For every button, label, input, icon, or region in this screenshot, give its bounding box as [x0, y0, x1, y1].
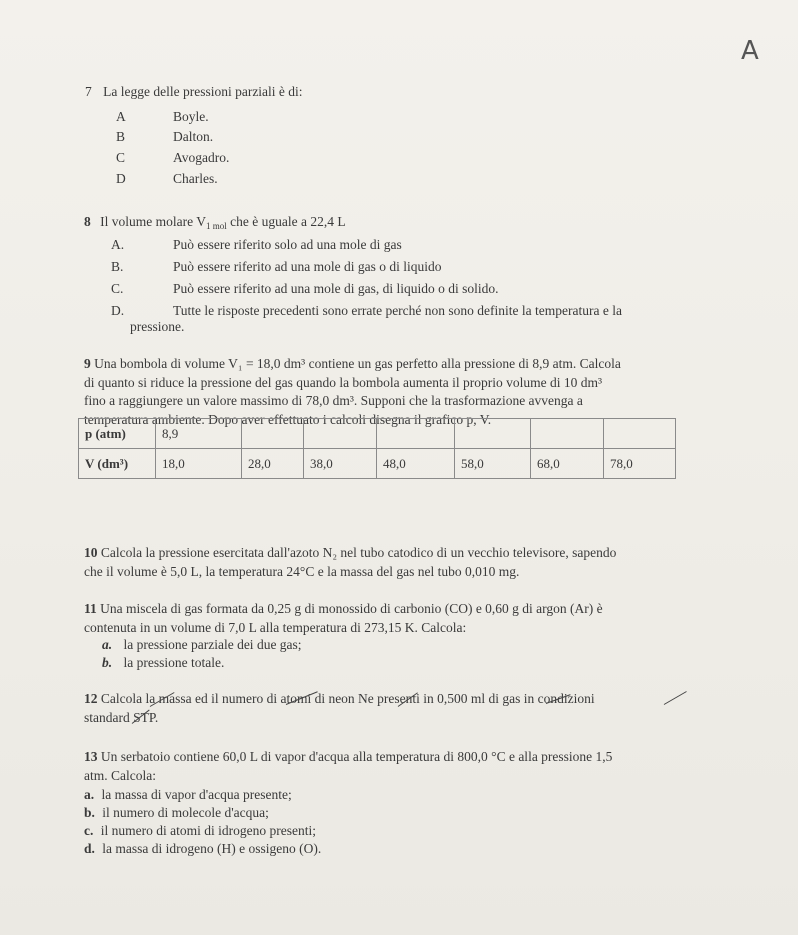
table-cell	[304, 419, 377, 449]
question-8	[84, 213, 346, 235]
question-9-line: Una bombola di volume V₁ = 18,0 dm³ contiene un gas perfetto alla pressione di 8,9 atm. Calcola	[94, 356, 621, 371]
question-13-item-c	[84, 822, 316, 840]
option-letter: D	[116, 171, 126, 186]
question-9-line: fino a raggiungere un valore massimo di 78,0 dm³. Supponi che la trasformazione avvenga a	[84, 393, 583, 408]
question-8-option-d-continuation: pressione.	[130, 319, 185, 334]
item-letter: d.	[84, 841, 95, 856]
table-cell	[531, 419, 604, 449]
question-11-number: 11	[84, 601, 97, 616]
table-cell: 38,0	[304, 449, 377, 479]
item-text: la massa di idrogeno (H) e ossigeno (O).	[102, 841, 322, 856]
question-13-item-d	[84, 840, 321, 858]
table-header-volume: V (dm³)	[79, 449, 156, 479]
table-cell	[377, 419, 455, 449]
option-letter: C	[116, 150, 126, 165]
option-text: Può essere riferito ad una mole di gas o di liquido	[173, 259, 442, 274]
question-11-line: contenuta in un volume di 7,0 L alla temperatura di 273,15 K. Calcola:	[84, 619, 467, 635]
question-8-option-c	[111, 280, 499, 298]
pressure-volume-table	[78, 418, 676, 479]
option-text: Dalton.	[173, 129, 214, 144]
question-7-text: La legge delle pressioni parziali è di:	[103, 84, 303, 99]
question-12-line: standard STP.	[84, 709, 159, 725]
option-text: Boyle.	[173, 109, 209, 124]
question-13-line: atm. Calcola:	[84, 767, 156, 783]
option-text: Può essere riferito ad una mole di gas, di liquido o di solido.	[173, 281, 499, 296]
question-9-line: di quanto si riduce la pressione del gas quando la bombola aumenta il proprio volume di 10 dm³	[84, 374, 603, 390]
item-text: il numero di molecole d'acqua;	[102, 805, 269, 820]
question-7-option-a	[116, 108, 209, 126]
item-letter: a.	[102, 637, 113, 652]
question-8-number: 8	[84, 214, 91, 229]
question-13-item-b	[84, 804, 269, 822]
question-8-text: Il volume molare $V_{1 mol}$ che è uguale a 22,4 L	[100, 214, 346, 231]
table-cell: 58,0	[455, 449, 531, 479]
question-7-option-c	[116, 149, 230, 167]
table-cell: 48,0	[377, 449, 455, 479]
option-letter: C.	[111, 281, 124, 296]
question-8-option-a	[111, 236, 402, 254]
question-10-line: Calcola la pressione esercitata dall'azoto N₂ nel tubo catodico di un vecchio televisore, sapendo	[100, 545, 617, 560]
table-cell	[604, 419, 676, 449]
table-cell: 28,0	[242, 449, 304, 479]
table-cell: 68,0	[531, 449, 604, 479]
question-13-number: 13	[84, 749, 98, 764]
option-letter: D.	[111, 303, 125, 318]
question-10	[84, 544, 616, 581]
question-12	[84, 690, 595, 727]
question-9-line: temperatura ambiente. Dopo aver effettuato i calcoli disegna il grafico p, V.	[84, 411, 492, 427]
question-13-line: Un serbatoio contiene 60,0 L di vapor d'acqua alla temperatura di 800,0 °C e alla pressione 1,5	[100, 749, 613, 764]
option-letter: B	[116, 129, 126, 144]
item-text: la pressione parziale dei due gas;	[123, 637, 302, 652]
question-12-line: Calcola la massa ed il numero di atomi di neon Ne presenti in 0,500 ml di gas in condizioni	[100, 691, 595, 706]
item-letter: b.	[84, 805, 95, 820]
table-cell: 78,0	[604, 449, 676, 479]
question-11-item-b	[102, 654, 224, 672]
question-11-line: Una miscela di gas formata da 0,25 g di monossido di carbonio (CO) e 0,60 g di argon (Ar) è	[100, 601, 603, 616]
table-header-pressure: p (atm)	[79, 419, 156, 449]
option-text: Avogadro.	[173, 150, 230, 165]
table-row-pressure	[79, 419, 676, 449]
item-letter: b.	[102, 655, 113, 670]
option-letter: A	[116, 109, 126, 124]
question-10-line: che il volume è 5,0 L, la temperatura 24°C e la massa del gas nel tubo 0,010 mg.	[84, 563, 520, 579]
option-letter: A.	[111, 237, 125, 252]
question-13-item-a	[84, 786, 292, 804]
item-text: la pressione totale.	[123, 655, 225, 670]
question-7-option-d	[116, 170, 218, 188]
option-text: Charles.	[173, 171, 218, 186]
question-7-option-b	[116, 128, 214, 146]
option-text: Può essere riferito solo ad una mole di gas	[173, 237, 402, 252]
question-8-option-b	[111, 258, 442, 276]
option-text: Tutte le risposte precedenti sono errate perché non sono definite la temperatura e la	[173, 303, 622, 318]
item-text: il numero di atomi di idrogeno presenti;	[100, 823, 316, 838]
table-cell	[242, 419, 304, 449]
handwritten-corner-mark: A	[741, 36, 759, 66]
question-13	[84, 748, 612, 785]
item-letter: a.	[84, 787, 95, 802]
question-11-item-a	[102, 636, 302, 654]
item-text: la massa di vapor d'acqua presente;	[101, 787, 292, 802]
table-cell: 18,0	[156, 449, 242, 479]
item-letter: c.	[84, 823, 94, 838]
option-letter: B.	[111, 259, 124, 274]
question-11	[84, 600, 603, 637]
question-7-number: 7	[85, 84, 92, 99]
table-cell	[455, 419, 531, 449]
pen-scribble	[664, 691, 687, 705]
table-cell: 8,9	[156, 419, 242, 449]
question-8-option-d	[111, 302, 622, 320]
question-9-number: 9	[84, 356, 91, 371]
question-7	[85, 83, 303, 101]
question-10-number: 10	[84, 545, 98, 560]
question-12-number: 12	[84, 691, 98, 706]
table-row-volume	[79, 449, 676, 479]
